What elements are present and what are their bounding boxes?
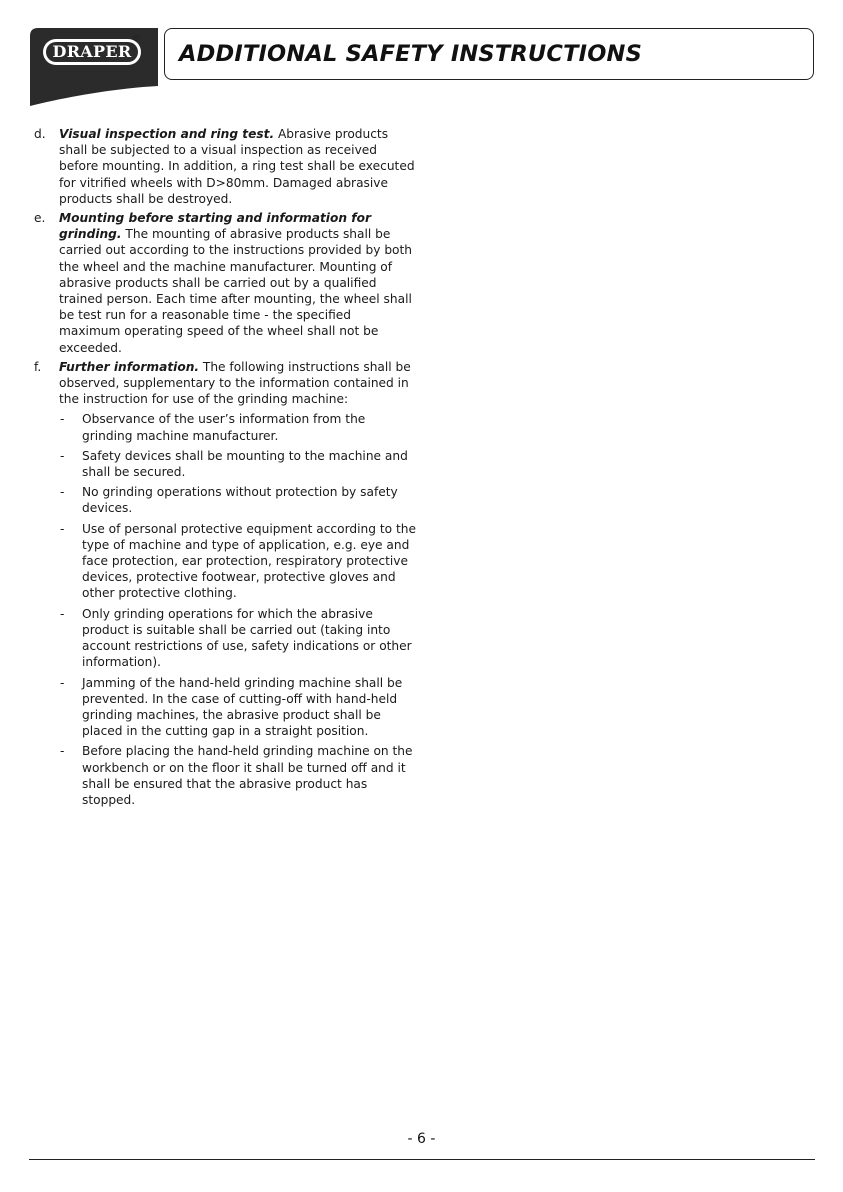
page-number-text: - 6 -: [407, 1131, 436, 1147]
sub-item-text: Use of personal protective equipment according to the type of machine and type of application, e.g. eye and face protection, ear protection, respiratory protective devices, protective footwear, protective gloves and other protective clothing.: [82, 521, 416, 601]
sub-item: [34, 484, 416, 516]
page-number: [0, 1131, 843, 1147]
instruction-list: [34, 126, 416, 808]
dash-marker: -: [60, 412, 65, 427]
sub-item: [34, 606, 416, 671]
list-item-f: [34, 359, 416, 408]
dash-marker: -: [60, 606, 65, 621]
dash-marker: -: [60, 485, 65, 500]
dash-marker: -: [60, 521, 65, 536]
item-marker: e.: [34, 211, 46, 226]
title-box: [164, 28, 814, 80]
item-body: The mounting of abrasive products shall be carried out according to the instructions provided by both the wheel and the machine manufacturer. Mounting of abrasive products shall be carried out by a qualified trained person. Each time after mounting, the wheel shall be test run for a reasonable time - the specified maximum operating speed of the wheel shall not be exceeded.: [59, 227, 413, 355]
list-item-e: [34, 210, 416, 356]
item-heading: Visual inspection and ring test.: [59, 127, 275, 141]
sub-item-text: No grinding operations without protection by safety devices.: [82, 485, 398, 516]
sub-item-text: Jamming of the hand-held grinding machine shall be prevented. In the case of cutting-off with hand-held grinding machines, the abrasive product shall be placed in the cutting gap in a straight position.: [82, 675, 403, 739]
registered-mark: ®: [132, 34, 141, 44]
sub-item-text: Before placing the hand-held grinding machine on the workbench or on the floor it shall be turned off and it shall be ensured that the abrasive product has stopped.: [82, 744, 413, 807]
list-item-d: [34, 126, 416, 207]
sub-item: [34, 675, 416, 740]
sub-item-text: Observance of the user’s information from the grinding machine manufacturer.: [82, 412, 366, 443]
logo-text: DRAPER: [52, 42, 132, 61]
sub-item: [34, 521, 416, 602]
sub-item: [34, 743, 416, 808]
item-marker: f.: [34, 359, 42, 374]
item-marker: d.: [34, 127, 46, 141]
dash-marker: -: [60, 448, 65, 463]
sub-item: [34, 448, 416, 480]
item-body: Abrasive products shall be subjected to a visual inspection as received before mounting. In addition, a ring test shall be executed for vitrified wheels with D>80mm. Damaged abrasive products shall be destroyed.: [59, 127, 415, 206]
page-title: ADDITIONAL SAFETY INSTRUCTIONS: [179, 41, 642, 67]
dash-marker: -: [60, 675, 65, 690]
item-body: The following instructions shall be observed, supplementary to the information contained in the instruction for use of the grinding machine:: [59, 359, 411, 407]
dash-marker: -: [60, 744, 65, 759]
sub-item-text: Only grinding operations for which the abrasive product is suitable shall be carried out (taking into account restrictions of use, safety indications or other information).: [82, 606, 412, 670]
footer-divider: [29, 1159, 815, 1160]
sub-item-text: Safety devices shall be mounting to the machine and shall be secured.: [82, 448, 408, 480]
item-heading: Mounting before starting and information for grinding.: [59, 211, 371, 242]
item-heading: Further information.: [59, 359, 200, 374]
sub-item: [34, 411, 416, 443]
